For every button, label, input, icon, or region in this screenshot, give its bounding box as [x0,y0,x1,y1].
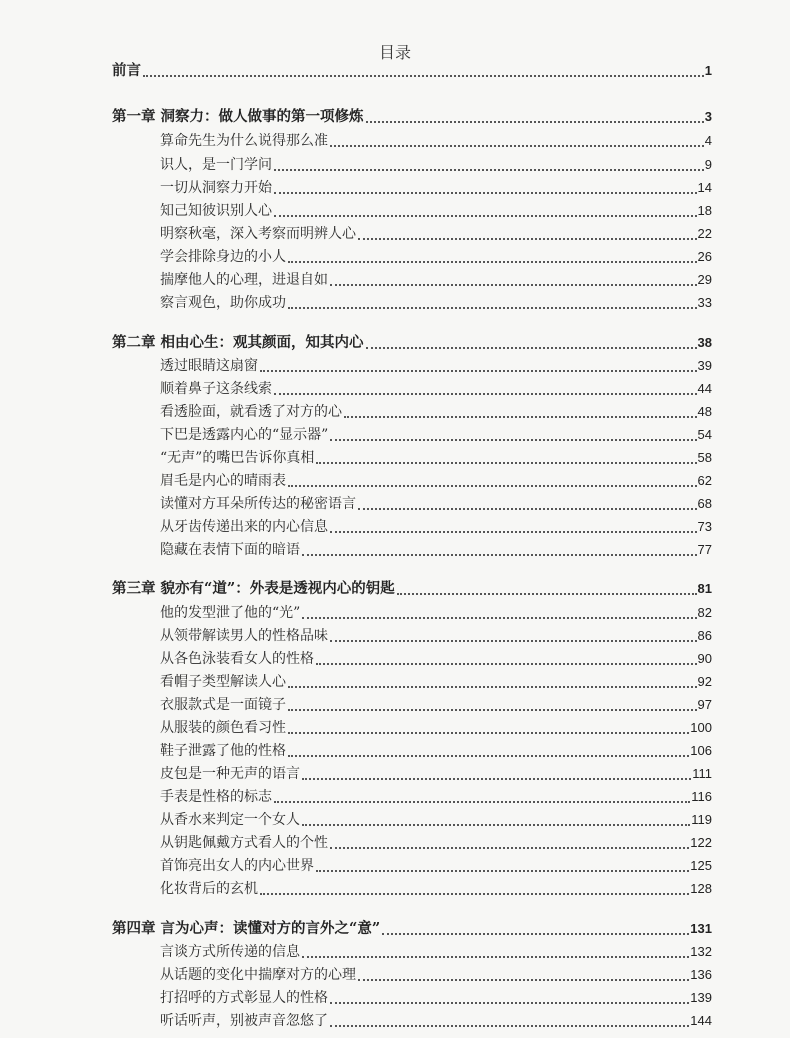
toc-entry-page-number: 58 [697,450,712,465]
toc-chapter-entry [112,330,712,352]
dot-leader [330,283,697,286]
dot-leader [316,869,689,872]
dot-leader [288,484,697,487]
toc-section-entry [160,962,712,984]
toc-section-entry [160,669,712,691]
toc-section-entry [160,399,712,421]
dot-leader [302,777,691,780]
toc-section-entry [160,761,712,783]
dot-leader [316,662,697,665]
toc-entry-title: 察言观色，助你成功 [160,295,286,311]
toc-entry-title: 从服装的颜色看习性 [160,720,286,736]
dot-leader [330,639,697,642]
toc-entry-title: 衣服款式是一面镜子 [160,697,286,713]
dot-leader [330,846,689,849]
toc-entry-page-number: 111 [692,766,712,781]
toc-entry-page-number: 14 [697,180,712,195]
toc-entry-page-number: 73 [697,519,712,534]
dot-leader [358,237,697,240]
toc-entry-page-number: 39 [697,358,712,373]
toc-section-entry [160,267,712,289]
dot-leader [274,214,697,217]
toc-section-entry [160,853,712,875]
toc-chapter-entry [112,104,712,126]
toc-entry-title: 听话听声，别被声音忽悠了 [160,1013,328,1029]
toc-entry-title: 第二章 相由心生：观其颜面，知其内心 [112,334,364,351]
toc-entry-title: 首饰亮出女人的内心世界 [160,858,314,874]
dot-leader [288,708,697,711]
toc-entry-page-number: 1 [704,63,712,78]
dot-leader [260,369,697,372]
toc-section-entry [160,290,712,312]
toc-entry-page-number: 125 [690,858,712,873]
toc-section-entry [160,784,712,806]
toc-entry-title: 从香水来判定一个女人 [160,812,300,828]
toc-section-entry [160,692,712,714]
toc-section-entry [160,422,712,444]
toc-entry-page-number: 136 [690,967,712,982]
toc-entry-page-number: 131 [690,921,712,936]
toc-entry-title: 隐藏在表情下面的暗语 [160,542,300,558]
toc-entry-title: 从各色泳装看女人的性格 [160,651,314,667]
toc-section-entry [160,152,712,174]
toc-entry-title: 知己知彼识别人心 [160,203,272,219]
toc-entry-title: 皮包是一种无声的语言 [160,766,300,782]
toc-section-entry [160,514,712,536]
toc-entry-title: 看帽子类型解读人心 [160,674,286,690]
toc-entry-title: 手表是性格的标志 [160,789,272,805]
toc-entry-page-number: 132 [690,944,712,959]
toc-entry-page-number: 18 [697,203,712,218]
toc-entry-title: 揣摩他人的心理，进退自如 [160,272,328,288]
dot-leader [358,507,697,510]
dot-leader [288,260,697,263]
toc-entry-title: 他的发型泄了他的“光” [160,605,301,621]
toc-entry-title: 识人，是一门学问 [160,157,272,173]
toc-entry-title: 从领带解读男人的性格品味 [160,628,328,644]
toc-entry-title: 鞋子泄露了他的性格 [160,743,286,759]
toc-section-entry [160,807,712,829]
toc-entry-page-number: 29 [697,272,712,287]
toc-entry-title: 从话题的变化中揣摩对方的心理 [160,967,356,983]
toc-section-entry [160,600,712,622]
toc-entry-title: 顺着鼻子这条线索 [160,381,272,397]
toc-section-entry [160,830,712,852]
toc-entry-title: 言谈方式所传递的信息 [160,944,300,960]
dot-leader [274,191,697,194]
toc-entry-page-number: 62 [697,473,712,488]
toc-entry-title: 算命先生为什么说得那么准 [160,133,328,149]
dot-leader [260,892,689,895]
toc-entry-page-number: 139 [690,990,712,1005]
toc-entry-page-number: 128 [690,881,712,896]
toc-section-entry [160,876,712,898]
toc-section-entry [160,1008,712,1030]
toc-entry-title: 一切从洞察力开始 [160,180,272,196]
toc-entry-page-number: 33 [697,295,712,310]
dot-leader [288,685,697,688]
toc-section-entry [160,715,712,737]
toc-section-entry [160,623,712,645]
toc-entry-page-number: 3 [704,109,712,124]
dot-leader [366,120,704,123]
toc-entry-title: 明察秋毫，深入考察而明辨人心 [160,226,356,242]
toc-entry-page-number: 90 [697,651,712,666]
toc-section-entry [160,221,712,243]
toc-section-entry [160,445,712,467]
toc-entry-title: 第三章 貌亦有“道”：外表是透视内心的钥匙 [112,580,395,597]
toc-entry-page-number: 38 [697,335,712,350]
toc-section-entry [160,985,712,1007]
toc-entry-title: 读懂对方耳朵所传达的秘密语言 [160,496,356,512]
toc-entry-page-number: 48 [697,404,712,419]
toc-entry-page-number: 144 [690,1013,712,1028]
dot-leader [330,438,696,441]
dot-leader [358,978,689,981]
toc-entry-title: 学会排除身边的小人 [160,249,286,265]
toc-entry-title: 从钥匙佩戴方式看人的个性 [160,835,328,851]
dot-leader [302,616,696,619]
toc-section-entry [160,198,712,220]
toc-entry-page-number: 97 [697,697,712,712]
toc-entry-page-number: 100 [690,720,712,735]
dot-leader [274,800,690,803]
toc-chapter-entry [112,576,712,598]
toc-entry-page-number: 119 [691,812,712,827]
toc-entry-page-number: 4 [704,133,712,148]
page-title: 目录 [378,43,411,62]
toc-entry-page-number: 82 [697,605,712,620]
toc-section-entry [160,128,712,150]
toc-entry-title: 透过眼睛这扇窗 [160,358,258,374]
dot-leader [274,168,704,171]
toc-entry-page-number: 68 [697,496,712,511]
dot-leader [288,754,689,757]
dot-leader [302,553,697,556]
toc-section-entry [160,939,712,961]
toc-section-entry [160,244,712,266]
toc-entry-page-number: 54 [697,427,712,442]
toc-entry-title: 第一章 洞察力：做人做事的第一项修炼 [112,108,364,125]
toc-entry-title: 打招呼的方式彰显人的性格 [160,990,328,1006]
toc-section-entry [160,646,712,668]
toc-entry-page-number: 81 [697,581,712,596]
toc-entry-page-number: 116 [691,789,712,804]
toc-entry-title: 前言 [112,62,141,79]
toc-section-entry [160,175,712,197]
dot-leader [316,461,696,464]
dot-leader [288,306,697,309]
toc-entry-page-number: 122 [690,835,712,850]
dot-leader [330,530,697,533]
dot-leader [382,932,689,935]
dot-leader [274,392,697,395]
toc-entry-page-number: 77 [697,542,712,557]
toc-entry-page-number: 9 [704,157,712,172]
toc-entry-title: 从牙齿传递出来的内心信息 [160,519,328,535]
dot-leader [397,592,697,595]
toc-chapter-entry [112,916,712,938]
toc-chapter-entry [112,58,712,80]
dot-leader [302,823,690,826]
toc-entry-title: 下巴是透露内心的“显示器” [160,427,329,443]
toc-entry-page-number: 106 [690,743,712,758]
dot-leader [344,415,697,418]
toc-entry-title: 化妆背后的玄机 [160,881,258,897]
toc-section-entry [160,537,712,559]
dot-leader [302,955,689,958]
toc-entry-page-number: 26 [697,249,712,264]
toc-entry-page-number: 44 [697,381,712,396]
toc-entry-title: 第四章 言为心声：读懂对方的言外之“意” [112,920,381,937]
toc-entry-page-number: 86 [697,628,712,643]
toc-section-entry [160,491,712,513]
dot-leader [143,74,704,77]
dot-leader [330,1001,689,1004]
toc-entry-title: 眉毛是内心的晴雨表 [160,473,286,489]
toc-entry-title: 看透脸面，就看透了对方的心 [160,404,342,420]
dot-leader [330,144,704,147]
toc-section-entry [160,353,712,375]
toc-section-entry [160,738,712,760]
toc-entry-page-number: 92 [697,674,712,689]
dot-leader [366,346,697,349]
toc-entry-title: “无声”的嘴巴告诉你真相 [160,450,315,466]
toc-section-entry [160,376,712,398]
toc-section-entry [160,468,712,490]
dot-leader [330,1024,689,1027]
dot-leader [288,731,689,734]
toc-entry-page-number: 22 [697,226,712,241]
